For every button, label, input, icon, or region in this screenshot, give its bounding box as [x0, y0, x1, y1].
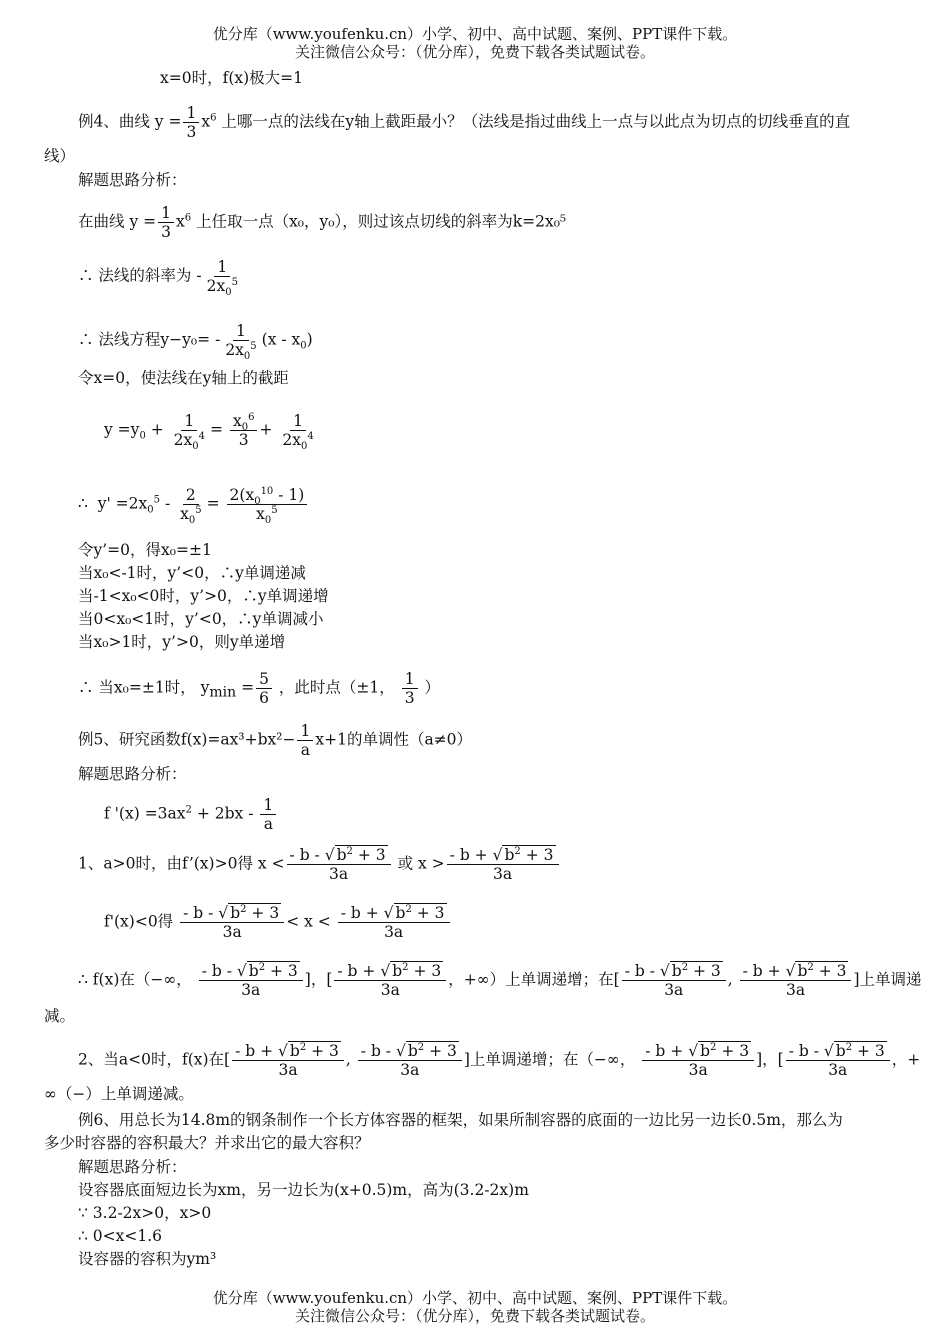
example5-derivative: f '$(x) =3ax^2 + 2bx$ - $\frac{1}{a}$	[104, 796, 278, 833]
monotonic-case-4: 当x₀>1时，y’>0，则y单递增	[78, 633, 286, 651]
monotonic-case-3: 当0<x₀<1时，y’<0，∴y单调减小	[78, 610, 324, 628]
example6-range: ∴ 0<x<1.6	[78, 1227, 163, 1245]
case2-conclusion-cont: ∞（−）上单调递减。	[44, 1085, 194, 1103]
normal-equation-line: ∴ 法线方程y−y₀= - $\frac{1}{2x_0^5}$ $(x - x_0)$	[78, 322, 313, 363]
monotonic-case-2: 当-1<x₀<0时，y’>0，∴y单调递增	[78, 587, 329, 605]
analysis5-heading: 解题思路分析：	[78, 765, 187, 783]
case2-conclusion: 2、当a<0时，f(x)在[ $\frac{- b + √ b^2 + 3}{3a}$ , $\frac{- b - √ b^2 + 3}{3a}$ ]上单调递增；在（−∞， $\frac{- b + √ b^2 + 3}{3a}$ ]，[ $\frac{- b - √ b^2 + 3}{3a}$ ，+	[78, 1041, 921, 1079]
case1-conclusion: ∴ f(x)在（−∞， $\frac{- b - √ b^2 + 3}{3a}$ ]，[ $\frac{- b + √ b^2 + 3}{3a}$ ，+∞）上单调递增；在[ $\frac{- b - √ b^2 + 3}{3a}$ , $\frac{- b + √ b^2 + 3}{3a}$ ]上单调递	[78, 961, 922, 999]
example6-volume: 设容器的容积为ym³	[78, 1250, 217, 1268]
example6-title-cont: 多少时容器的容积最大？并求出它的最大容积？	[44, 1134, 370, 1152]
example4-title: 例4、曲线 y = $\frac{1}{3}$ $x^6$ 上哪一点的法线在y轴上截距最小？（法线是指过曲线上一点与以此点为切点的切线垂直的直	[78, 104, 851, 141]
critical-point-line: 令y’=0，得x₀=±1	[78, 541, 212, 559]
intercept-formula: $y =y_0$ + $\frac{1}{2x_0^4}$ = $\frac{x_0^6}{3}$ + $\frac{1}{2x_0^4}$	[104, 411, 314, 453]
normal-slope-line: ∴ 法线的斜率为 - $\frac{1}{2x_0^5}$	[78, 258, 238, 299]
example6-title: 例6、用总长为14.8m的钢条制作一个长方体容器的框架，如果所制容器的底面的一边比另一边长0.5m，那么为	[78, 1111, 843, 1129]
case1-conclusion-cont: 减。	[44, 1007, 76, 1025]
example5-title: 例5、研究函数f(x)=ax³+bx²− $\frac{1}{a}$ x+1的单调性（a≠0）	[78, 722, 473, 759]
page-footer-line2: 关注微信公众号：（优分库），免费下载各类试题试卷。	[294, 1307, 655, 1325]
tangent-slope-line: 在曲线 y = $\frac{1}{3}$ $x^6$ 上任取一点（x₀，y₀），则过该点切线的斜率为k=2x₀⁵	[78, 204, 567, 241]
derivative-formula: ∴ $y' =2x_0^5$ - $\frac{2}{x_0^5}$ = $\frac{2(x_0^{10} - 1)}{x_0^5}$	[78, 486, 309, 523]
page-footer-line1: 优分库（www.youfenku.cn）小学、初中、高中试题、案例、PPT课件下载。	[212, 1289, 738, 1307]
page-header-line2: 关注微信公众号：（优分库），免费下载各类试题试卷。	[294, 43, 655, 61]
example6-constraint: ∵ 3.2-2x>0，x>0	[78, 1204, 212, 1222]
analysis4-heading: 解题思路分析：	[78, 171, 187, 189]
conclusion4-line: ∴ 当x₀=±1时， $y_{min}$ = $\frac{5}{6}$ ，此时点（±1， $\frac{1}{3}$ ）	[78, 670, 441, 707]
case1-decreasing-condition: f'(x)<0得 $\frac{- b - √ b^2 + 3}{3a}$ < x < $\frac{- b + √ b^2 + 3}{3a}$	[104, 904, 452, 941]
case1-increasing-condition: 1、a>0时，由f’(x)>0得 x < $\frac{- b - √ b^2 + 3}{3a}$ 或 x > $\frac{- b + √ b^2 + 3}{3a}$	[78, 846, 561, 883]
page-header-line1: 优分库（www.youfenku.cn）小学、初中、高中试题、案例、PPT课件下载。	[212, 25, 738, 43]
monotonic-case-1: 当x₀<-1时，y’<0，∴y单调递减	[78, 564, 306, 582]
intercept-intro: 令x=0，使法线在y轴上的截距	[78, 369, 289, 387]
example4-title-cont: 线）	[44, 147, 76, 165]
max-value-line: x=0时，f(x)极大=1	[160, 69, 304, 87]
analysis6-heading: 解题思路分析：	[78, 1158, 187, 1176]
example6-setup: 设容器底面短边长为xm，另一边长为(x+0.5)m，高为(3.2-2x)m	[78, 1181, 529, 1199]
